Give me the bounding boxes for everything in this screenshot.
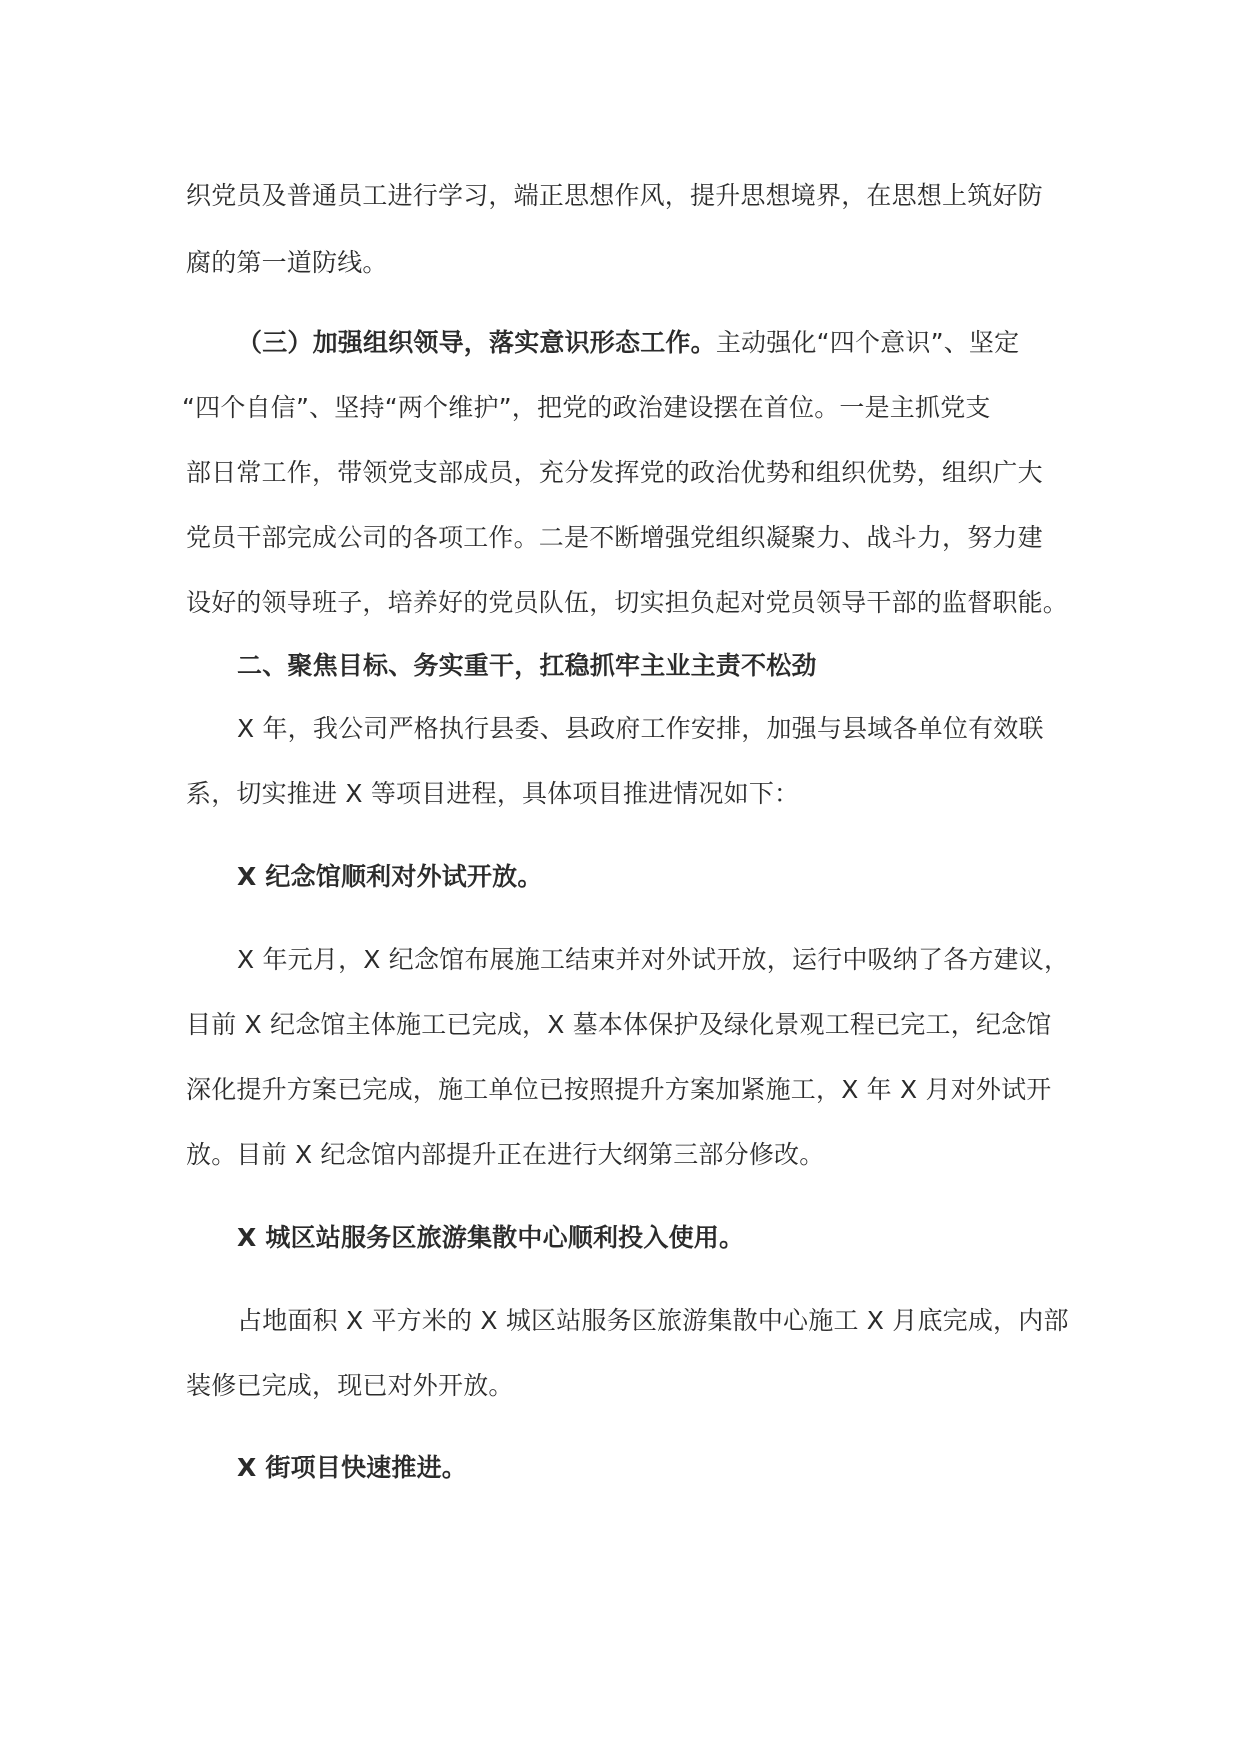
paragraph-line: 部日常工作，带领党支部成员，充分发挥党的政治优势和组织优势，组织广大 [186,458,1043,487]
paragraph-line: X 年，我公司严格执行县委、县政府工作安排，加强与县域各单位有效联 [237,714,1044,743]
subsection-heading: （三）加强组织领导，落实意识形态工作。 [237,328,716,357]
item-heading: X 纪念馆顺利对外试开放。 [237,862,543,891]
paragraph-line: “四个自信”、坚持“两个维护”，把党的政治建设摆在首位。一是主抓党支 [182,393,991,422]
item-heading: X 城区站服务区旅游集散中心顺利投入使用。 [237,1223,745,1252]
item-heading: X 街项目快速推进。 [237,1453,467,1482]
paragraph-line: X 年元月，X 纪念馆布展施工结束并对外试开放，运行中吸纳了各方建议， [237,945,1070,974]
paragraph-line: 系，切实推进 X 等项目进程，具体项目推进情况如下： [186,779,800,808]
section-heading: 二、聚焦目标、务实重干，扛稳抓牢主业主责不松劲 [237,651,817,680]
paragraph-line: 设好的领导班子，培养好的党员队伍，切实担负起对党员领导干部的监督职能。 [186,588,1069,617]
paragraph-line: 腐的第一道防线。 [186,248,388,277]
paragraph-line: 占地面积 X 平方米的 X 城区站服务区旅游集散中心施工 X 月底完成，内部 [237,1306,1069,1335]
paragraph-line: 党员干部完成公司的各项工作。二是不断增强党组织凝聚力、战斗力，努力建 [186,523,1043,552]
paragraph-line: 深化提升方案已完成，施工单位已按照提升方案加紧施工，X 年 X 月对外试开 [186,1075,1052,1104]
paragraph-line: 织党员及普通员工进行学习，端正思想作风，提升思想境界，在思想上筑好防 [186,181,1043,210]
paragraph-text: 主动强化“四个意识”、坚定 [715,328,1020,357]
subsection-heading-line [237,327,1019,359]
paragraph-line: 装修已完成，现已对外开放。 [186,1371,514,1400]
paragraph-line: 目前 X 纪念馆主体施工已完成，X 墓本体保护及绿化景观工程已完工，纪念馆 [186,1010,1052,1039]
paragraph-line: 放。目前 X 纪念馆内部提升正在进行大纲第三部分修改。 [186,1140,825,1169]
